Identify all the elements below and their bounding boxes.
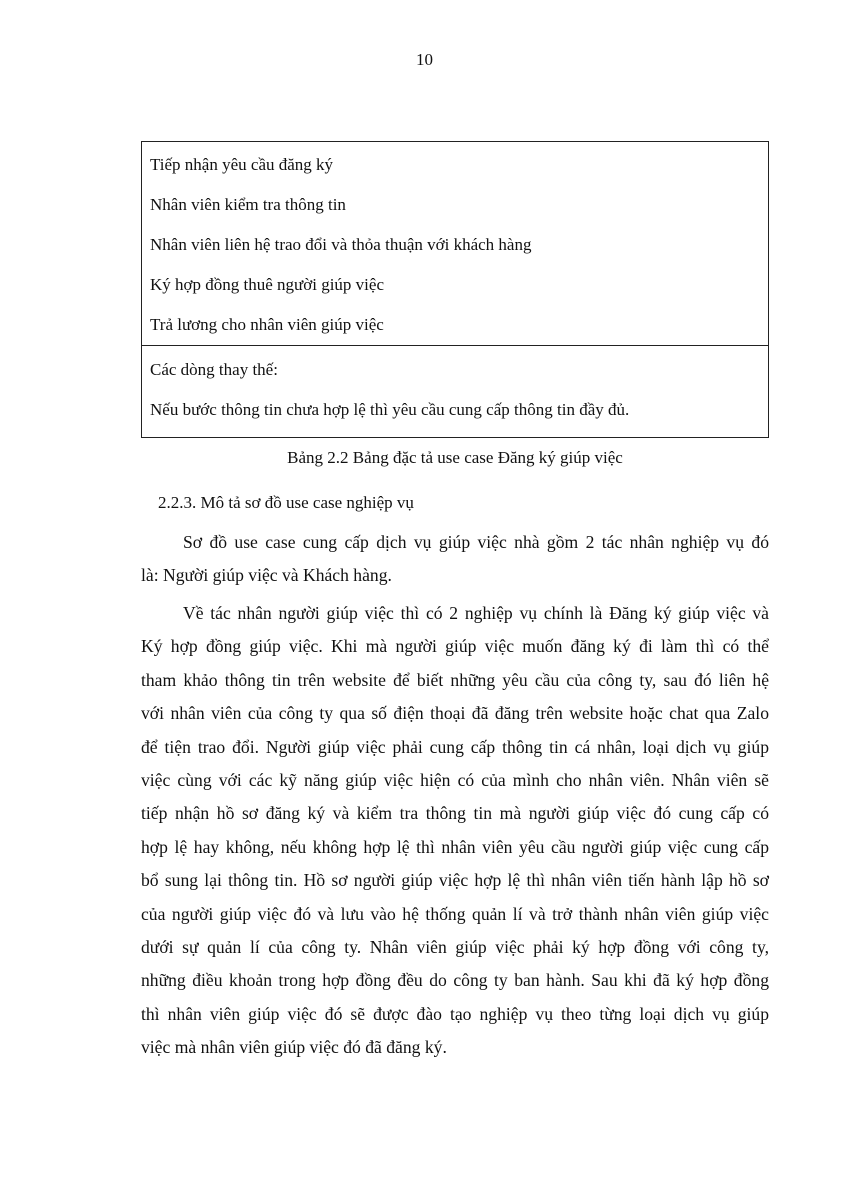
main-flow-step: Ký hợp đồng thuê người giúp việc <box>150 275 384 294</box>
paragraph-line: việc mà nhân viên giúp việc đó đã đăng ký. <box>141 1037 447 1058</box>
paragraph-line: tham khảo thông tin trên website để biết những yêu cầu của công ty, sau đó liên hệ <box>141 669 769 690</box>
paragraph-line: dưới sự quản lí của công ty. Nhân viên giúp việc phải ký hợp đồng với công ty, <box>141 936 769 957</box>
paragraph-line: với nhân viên của công ty qua số điện thoại đã đăng trên website hoặc chat qua Zalo <box>141 703 769 724</box>
paragraph-line: việc cùng với các kỹ năng giúp việc hiện có của mình cho nhân viên. Nhân viên sẽ <box>141 769 769 790</box>
main-flow-step: Nhân viên kiểm tra thông tin <box>150 195 346 214</box>
alternate-flow-text: Nếu bước thông tin chưa hợp lệ thì yêu cầu cung cấp thông tin đầy đủ. <box>150 400 630 419</box>
paragraph-line: để tiện trao đổi. Người giúp việc phải cung cấp thông tin cá nhân, loại dịch vụ giúp <box>141 736 769 757</box>
paragraph-2 <box>141 597 769 1064</box>
use-case-spec-table <box>141 141 769 438</box>
main-flow-step: Nhân viên liên hệ trao đổi và thỏa thuận với khách hàng <box>150 235 532 254</box>
paragraph-line: là: Người giúp việc và Khách hàng. <box>141 565 392 586</box>
main-flow-cell <box>142 142 768 346</box>
alternate-flow-title: Các dòng thay thế: <box>150 360 278 379</box>
main-flow-step: Trả lương cho nhân viên giúp việc <box>150 315 384 334</box>
paragraph-line: tiếp nhận hồ sơ đăng ký và kiểm tra thông tin mà người giúp việc đó cung cấp có <box>141 803 769 824</box>
alternate-flow-cell <box>142 346 768 437</box>
paragraph-1 <box>141 526 769 593</box>
paragraph-line: Về tác nhân người giúp việc thì có 2 nghiệp vụ chính là Đăng ký giúp việc và <box>183 603 769 623</box>
page-number: 10 <box>416 50 433 69</box>
table-caption: Bảng 2.2 Bảng đặc tả use case Đăng ký giúp việc <box>287 448 623 467</box>
main-flow-step: Tiếp nhận yêu cầu đăng ký <box>150 155 334 174</box>
paragraph-line: hợp lệ hay không, nếu không hợp lệ thì nhân viên yêu cầu người giúp việc cung cấp <box>141 836 769 857</box>
paragraph-line: những điều khoản trong hợp đồng đều do công ty ban hành. Sau khi đã ký hợp đồng <box>141 970 769 991</box>
paragraph-line: thì nhân viên giúp việc đó sẽ được đào tạo nghiệp vụ theo từng loại dịch vụ giúp <box>141 1003 769 1024</box>
paragraph-line: Sơ đồ use case cung cấp dịch vụ giúp việc nhà gồm 2 tác nhân nghiệp vụ đó <box>183 532 769 552</box>
paragraph-line: của người giúp việc đó và lưu vào hệ thống quản lí và trở thành nhân viên giúp việc <box>141 903 769 924</box>
paragraph-line: Ký hợp đồng giúp việc. Khi mà người giúp việc muốn đăng ký đi làm thì có thể <box>141 636 769 657</box>
section-heading: 2.2.3. Mô tả sơ đồ use case nghiệp vụ <box>158 493 414 512</box>
paragraph-line: bổ sung lại thông tin. Hồ sơ người giúp việc hợp lệ thì nhân viên tiến hành lập hồ sơ <box>141 870 769 891</box>
